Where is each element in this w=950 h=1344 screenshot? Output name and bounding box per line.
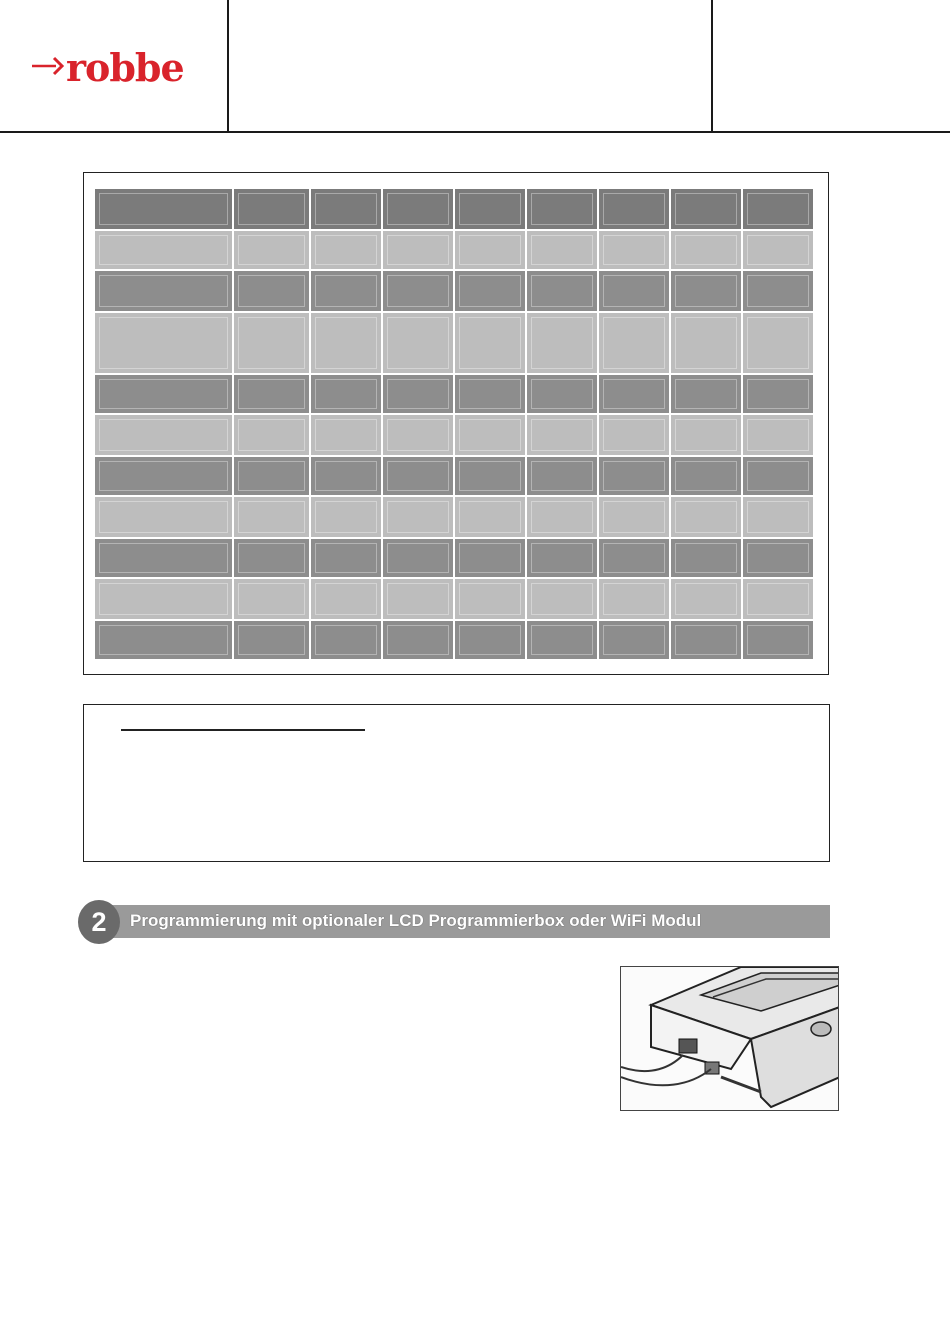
table-cell [383, 231, 455, 269]
table-row [95, 539, 813, 577]
table-cell [95, 375, 234, 413]
header-divider-right [711, 0, 713, 133]
table-cell [599, 579, 671, 619]
table-row [95, 457, 813, 495]
table-cell [671, 497, 743, 537]
table-cell [234, 415, 311, 455]
table-row [95, 497, 813, 537]
table-cell [743, 271, 813, 311]
table-cell [671, 313, 743, 373]
table-header-cell [95, 189, 234, 229]
logo-wordmark: robbe [66, 45, 184, 90]
table-cell [671, 271, 743, 311]
table-cell [527, 271, 599, 311]
table-cell [743, 539, 813, 577]
table-row [95, 271, 813, 311]
table-cell [234, 231, 311, 269]
table-cell [743, 497, 813, 537]
table-cell [311, 271, 383, 311]
table-cell [599, 621, 671, 659]
table-cell [671, 621, 743, 659]
table-cell [527, 457, 599, 495]
table-header-cell [527, 189, 599, 229]
settings-table [95, 189, 813, 664]
table-cell [671, 579, 743, 619]
table-cell [455, 497, 527, 537]
table-cell [455, 313, 527, 373]
table-cell [527, 497, 599, 537]
table-cell [383, 271, 455, 311]
header-divider-left [227, 0, 229, 133]
table-cell [311, 313, 383, 373]
table-cell [671, 375, 743, 413]
table-cell [234, 375, 311, 413]
section-title: Programmierung mit optionaler LCD Programmierbox oder WiFi Modul [130, 911, 702, 930]
table-cell [743, 457, 813, 495]
table-cell [455, 375, 527, 413]
table-row [95, 579, 813, 619]
table-cell [234, 621, 311, 659]
table-cell [234, 539, 311, 577]
table-cell [599, 313, 671, 373]
table-cell [455, 415, 527, 455]
table-row [95, 231, 813, 269]
table-cell [671, 457, 743, 495]
table-row [95, 375, 813, 413]
table-cell [743, 313, 813, 373]
table-cell [234, 313, 311, 373]
table-header-cell [599, 189, 671, 229]
table-cell [455, 457, 527, 495]
table-cell [455, 539, 527, 577]
table-cell [599, 415, 671, 455]
table-cell [527, 621, 599, 659]
table-cell [383, 539, 455, 577]
table-cell [234, 271, 311, 311]
table-cell [311, 457, 383, 495]
table-cell [383, 621, 455, 659]
table-cell [455, 579, 527, 619]
table-row [95, 313, 813, 373]
table-header-cell [455, 189, 527, 229]
table-row [95, 621, 813, 659]
table-cell [234, 457, 311, 495]
table-header-cell [743, 189, 813, 229]
table-cell [234, 579, 311, 619]
table-header-cell [234, 189, 311, 229]
table-cell [311, 497, 383, 537]
table-cell [95, 621, 234, 659]
table-header-cell [671, 189, 743, 229]
table-header-cell [311, 189, 383, 229]
table-cell [383, 415, 455, 455]
table-cell [527, 579, 599, 619]
table-cell [743, 621, 813, 659]
table-cell [95, 231, 234, 269]
table-cell [95, 539, 234, 577]
header-rule [0, 131, 950, 133]
table-cell [455, 231, 527, 269]
table-cell [671, 539, 743, 577]
table-cell [671, 231, 743, 269]
table-cell [383, 579, 455, 619]
table-cell [311, 539, 383, 577]
table-cell [311, 579, 383, 619]
table-cell [95, 313, 234, 373]
table-cell [599, 457, 671, 495]
table-cell [311, 375, 383, 413]
table-cell [455, 621, 527, 659]
table-cell [743, 579, 813, 619]
table-cell [311, 231, 383, 269]
table-cell [599, 271, 671, 311]
table-cell [383, 457, 455, 495]
table-cell [743, 415, 813, 455]
table-cell [234, 497, 311, 537]
table-cell [383, 313, 455, 373]
table-cell [599, 231, 671, 269]
table-cell [527, 231, 599, 269]
table-cell [383, 375, 455, 413]
table-cell [599, 539, 671, 577]
device-illustration-icon [621, 967, 839, 1111]
table-cell [599, 497, 671, 537]
lcd-program-box-photo [620, 966, 839, 1111]
table-header-cell [383, 189, 455, 229]
note-box [83, 704, 830, 862]
note-heading-underline [121, 729, 365, 731]
table-cell [527, 375, 599, 413]
table-cell [527, 539, 599, 577]
table-cell [527, 313, 599, 373]
table-cell [383, 497, 455, 537]
table-cell [95, 415, 234, 455]
table-cell [743, 231, 813, 269]
table-cell [311, 621, 383, 659]
robbe-logo [30, 45, 205, 92]
table-cell [527, 415, 599, 455]
table-cell [671, 415, 743, 455]
table-cell [599, 375, 671, 413]
table-header-row [95, 189, 813, 229]
table-cell [95, 497, 234, 537]
table-cell [311, 415, 383, 455]
table-cell [95, 579, 234, 619]
table-cell [95, 457, 234, 495]
table-cell [455, 271, 527, 311]
table-row [95, 415, 813, 455]
logo-arrow-icon [30, 52, 70, 82]
table-cell [743, 375, 813, 413]
table-cell [95, 271, 234, 311]
section-number-badge: 2 [78, 900, 120, 944]
